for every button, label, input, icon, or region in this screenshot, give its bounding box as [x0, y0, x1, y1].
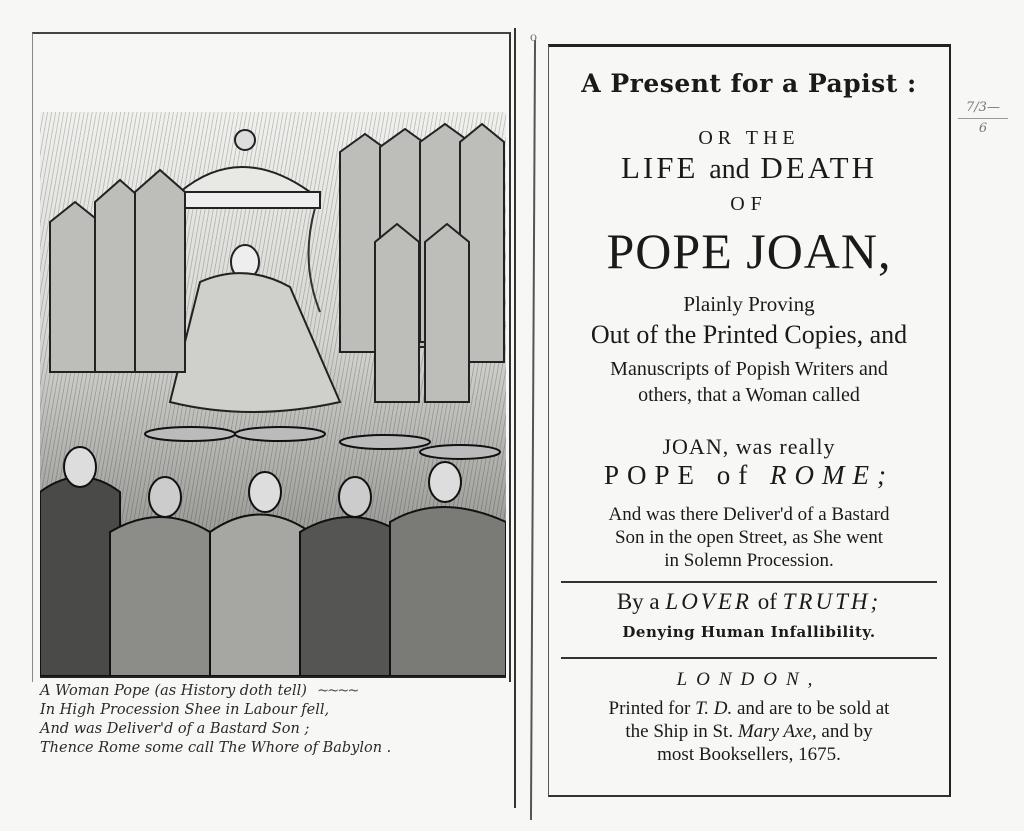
handwritten-margin-note: 7/3— 6: [958, 98, 1008, 139]
title-heading: A Present for a Papist :: [581, 69, 917, 98]
imprint-line-1: Printed for T. D. and are to be sold at: [608, 698, 890, 719]
title-pope-of-rome: POPE of ROME;: [604, 460, 894, 490]
divider-rule: [561, 581, 937, 583]
corner-mark: o: [530, 30, 537, 45]
imprint-line-3: most Booksellers, 1675.: [657, 744, 841, 765]
caption-line-4: Thence Rome some call The Whore of Babylon .: [40, 740, 392, 756]
title-manuscripts: Manuscripts of Popish Writers and others, that a Woman called: [610, 358, 888, 406]
imprint-line-2: the Ship in St. Mary Axe, and by: [625, 721, 873, 742]
flourish-ornament-icon: ~~~~: [316, 683, 358, 699]
frontispiece-engraving: [40, 112, 506, 678]
title-joan-really: JOAN, was really: [662, 434, 836, 459]
title-plainly-proving: Plainly Proving: [683, 292, 815, 316]
frontispiece-caption: [40, 682, 510, 758]
title-page-frame: [548, 44, 951, 797]
title-out-of-printed: Out of the Printed Copies, and: [590, 320, 908, 349]
divider-rule: [561, 657, 937, 659]
imprint: [549, 697, 949, 766]
title-delivered: And was there Deliver'd of a Bastard Son in the open Street, as She went in Solemn Procession.: [608, 504, 890, 571]
gutter-rule: [530, 40, 536, 820]
title-of: OF: [730, 193, 768, 215]
author-subtitle: Denying Human Infallibility.: [622, 623, 876, 641]
title-pope-joan: POPE JOAN,: [606, 223, 892, 279]
caption-line-3: And was Deliver'd of a Bastard Son ;: [40, 721, 310, 737]
imprint-city: LONDON,: [676, 669, 822, 690]
caption-line-1: A Woman Pope (as History doth tell) ~~~~: [40, 683, 358, 699]
gutter-rule: [514, 28, 516, 808]
caption-line-2: In High Procession Shee in Labour fell,: [40, 702, 330, 718]
title-life-and-death: LIFE and DEATH: [621, 150, 877, 185]
title-or-the: OR THE: [698, 127, 800, 149]
procession-illustration: [40, 112, 506, 676]
author-line: By a LOVER of TRUTH;: [616, 589, 882, 614]
